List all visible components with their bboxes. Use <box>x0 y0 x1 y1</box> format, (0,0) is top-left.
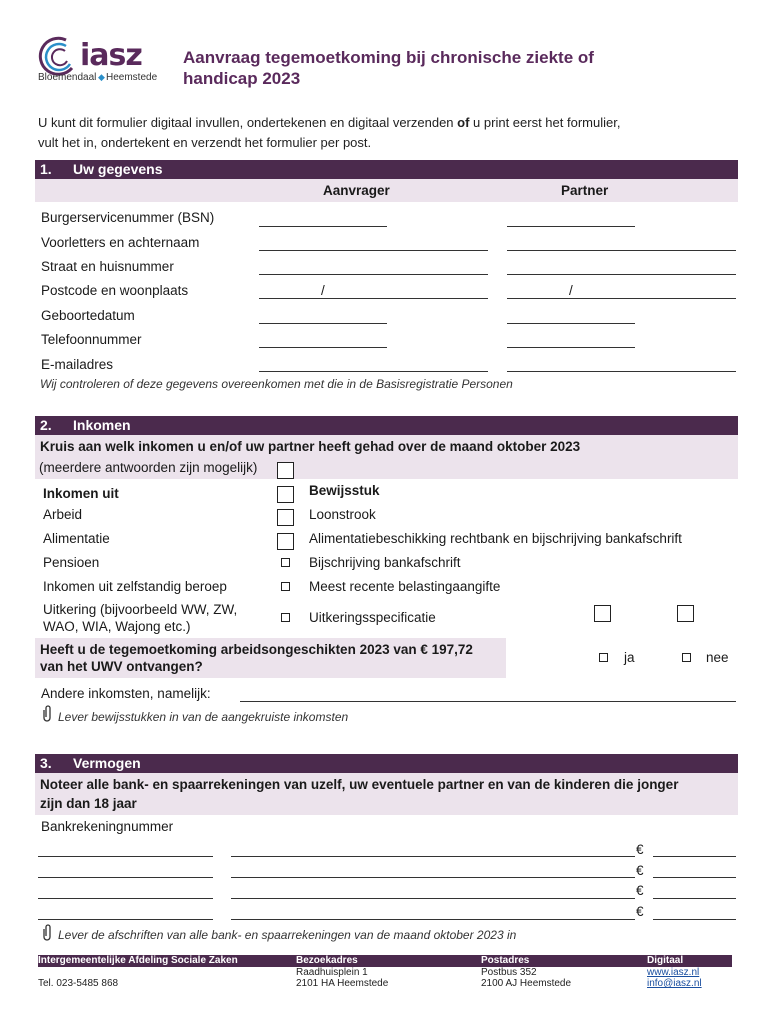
logo-dot-icon: ◆ <box>98 72 105 82</box>
section3-question-2: zijn dan 18 jaar <box>40 796 137 811</box>
applicant-postcode-slash: / <box>321 283 325 298</box>
checkbox-wao-yes[interactable] <box>599 653 608 662</box>
account-row-2-amount[interactable] <box>653 877 736 878</box>
intro-line2: vult het in, ondertekent en verzendt het formulier per post. <box>38 135 372 150</box>
section2-question: Kruis aan welk inkomen u en/of uw partner heeft gehad over de maand oktober 2023 <box>40 439 581 454</box>
logo-sub-right: Heemstede <box>106 72 158 83</box>
label-name: Voorletters en achternaam <box>41 235 200 250</box>
label-bsn: Burgerservicenummer (BSN) <box>41 210 215 225</box>
intro-bold: of <box>457 115 470 130</box>
income-arbeid: Arbeid <box>43 507 83 522</box>
intro-part2: u print eerst het formulier, <box>469 115 621 130</box>
label-email: E-mailadres <box>41 357 114 372</box>
applicant-phone-field[interactable] <box>259 347 387 348</box>
account-row-4-number[interactable] <box>231 919 635 920</box>
euro-2: € <box>636 863 644 878</box>
label-postcode: Postcode en woonplaats <box>41 283 189 298</box>
logo-sub-left: Bloemendaal <box>38 72 97 83</box>
footer-bar <box>38 955 732 967</box>
footer-visit-2: 2101 HA Heemstede <box>296 978 389 989</box>
partner-postcode-slash: / <box>569 283 573 298</box>
label-yes: ja <box>624 650 635 665</box>
applicant-street-field[interactable] <box>259 274 488 275</box>
partner-phone-field[interactable] <box>507 347 635 348</box>
section3-title: Vermogen <box>73 755 141 771</box>
euro-1: € <box>636 842 644 857</box>
proof-alimentatie: Alimentatiebeschikking rechtbank en bijschrijving bankafschrift <box>309 531 682 546</box>
partner-street-field[interactable] <box>507 274 736 275</box>
footer-visit-heading: Bezoekadres <box>296 955 358 966</box>
footer-post-2: 2100 AJ Heemstede <box>481 978 572 989</box>
section2-header <box>35 416 738 435</box>
page-title: Aanvraag tegemoetkoming bij chronische ziekte of handicap 2023 <box>183 48 594 88</box>
other-income-field[interactable] <box>240 701 736 702</box>
account-row-4-owner[interactable] <box>38 919 213 920</box>
section1-num: 1. <box>40 161 52 177</box>
section2-hint: Lever bewijsstukken in van de aangekruiste inkomsten <box>58 710 349 724</box>
wao-question-box <box>35 638 506 678</box>
col-partner: Partner <box>561 183 609 198</box>
income-uitkering: Uitkering (bijvoorbeeld WW, ZW, <box>43 602 238 617</box>
checkbox-extra-applicant[interactable] <box>594 605 611 622</box>
section2-num: 2. <box>40 417 52 433</box>
checkbox-zelfstandig[interactable] <box>281 582 290 591</box>
section3-question-box <box>35 773 738 815</box>
income-zelfstandig: Inkomen uit zelfstandig beroep <box>43 579 227 594</box>
section3-hint: Lever de afschriften van alle bank- en spaarrekeningen van de maand oktober 2023 in <box>58 928 517 942</box>
checkbox-income-header-2[interactable] <box>277 486 294 503</box>
footer-post-1: Postbus 352 <box>481 967 537 978</box>
income-alimentatie: Alimentatie <box>43 531 110 546</box>
proof-uitkering: Uitkeringsspecificatie <box>309 610 436 625</box>
wao-question-1: Heeft u de tegemoetkoming arbeidsongeschikten 2023 van € 197,72 <box>40 642 473 657</box>
account-row-3-owner[interactable] <box>38 898 213 899</box>
logo <box>36 34 156 84</box>
income-pensioen: Pensioen <box>43 555 100 570</box>
section2-sub: (meerdere antwoorden zijn mogelijk) <box>39 460 258 475</box>
account-row-1-amount[interactable] <box>653 856 736 857</box>
section1-header <box>35 160 738 179</box>
applicant-birthdate-field[interactable] <box>259 323 387 324</box>
section2-question-box <box>35 435 738 479</box>
account-row-1-number[interactable] <box>231 856 635 857</box>
checkbox-alimentatie[interactable] <box>277 533 294 550</box>
euro-4: € <box>636 904 644 919</box>
label-account: Bankrekeningnummer <box>41 819 174 834</box>
account-row-4-amount[interactable] <box>653 919 736 920</box>
proof-arbeid: Loonstrook <box>309 507 376 522</box>
section1-note: Wij controleren of deze gegevens overeenkomen met die in de Basisregistratie Personen <box>40 377 513 391</box>
proof-pensioen: Bijschrijving bankafschrift <box>309 555 461 570</box>
footer-org: Intergemeentelijke Afdeling Sociale Zaken <box>38 955 238 966</box>
paperclip-icon-2 <box>41 924 53 945</box>
applicant-bsn-field[interactable] <box>259 226 387 227</box>
checkbox-arbeid[interactable] <box>277 509 294 526</box>
footer-email-link[interactable]: info@iasz.nl <box>647 978 702 989</box>
col-applicant: Aanvrager <box>323 183 390 198</box>
footer-post-heading: Postadres <box>481 955 530 966</box>
col-proof: Bewijsstuk <box>309 483 380 498</box>
applicant-name-field[interactable] <box>259 250 488 251</box>
partner-name-field[interactable] <box>507 250 736 251</box>
paperclip-icon <box>41 705 53 726</box>
label-street: Straat en huisnummer <box>41 259 174 274</box>
income-uitkering-2: WAO, WIA, Wajong etc.) <box>43 619 191 634</box>
logo-swirl-icon <box>36 34 76 76</box>
account-row-3-number[interactable] <box>231 898 635 899</box>
footer-digital-heading: Digitaal <box>647 955 684 966</box>
partner-postcode-field[interactable] <box>507 298 736 299</box>
section3-question-1: Noteer alle bank- en spaarrekeningen van uzelf, uw eventuele partner en van de kinderen die jonger <box>40 777 679 792</box>
label-birthdate: Geboortedatum <box>41 308 135 323</box>
section1-title: Uw gegevens <box>73 161 163 177</box>
footer-website-link[interactable]: www.iasz.nl <box>647 967 700 978</box>
income-checkbox-header[interactable] <box>277 462 294 479</box>
account-row-1-owner[interactable] <box>38 856 213 857</box>
label-no: nee <box>706 650 729 665</box>
section3-header <box>35 754 738 773</box>
proof-zelfstandig: Meest recente belastingaangifte <box>309 579 501 594</box>
footer-tel: Tel. 023-5485 868 <box>38 978 119 989</box>
applicant-email-field[interactable] <box>259 371 488 372</box>
section2-title: Inkomen <box>73 417 131 433</box>
checkbox-pensioen[interactable] <box>281 558 290 567</box>
checkbox-wao-no[interactable] <box>682 653 691 662</box>
checkbox-uitkering[interactable] <box>281 613 290 622</box>
partner-birthdate-field[interactable] <box>507 323 635 324</box>
col-income: Inkomen uit <box>43 486 119 501</box>
applicant-postcode-field[interactable] <box>259 298 488 299</box>
footer-visit-1: Raadhuisplein 1 <box>296 967 368 978</box>
partner-email-field[interactable] <box>507 371 736 372</box>
account-row-2-number[interactable] <box>231 877 635 878</box>
wao-question-2: van het UWV ontvangen? <box>40 659 203 674</box>
logo-wordmark: iasz <box>80 38 142 73</box>
label-phone: Telefoonnummer <box>41 332 142 347</box>
account-row-3-amount[interactable] <box>653 898 736 899</box>
euro-3: € <box>636 883 644 898</box>
intro-text <box>38 113 738 153</box>
partner-bsn-field[interactable] <box>507 226 635 227</box>
section1-column-header <box>35 179 738 202</box>
checkbox-extra-partner[interactable] <box>677 605 694 622</box>
label-other-income: Andere inkomsten, namelijk: <box>41 686 211 701</box>
intro-part1: U kunt dit formulier digitaal invullen, ondertekenen en digitaal verzenden <box>38 115 458 130</box>
section3-num: 3. <box>40 755 52 771</box>
account-row-2-owner[interactable] <box>38 877 213 878</box>
